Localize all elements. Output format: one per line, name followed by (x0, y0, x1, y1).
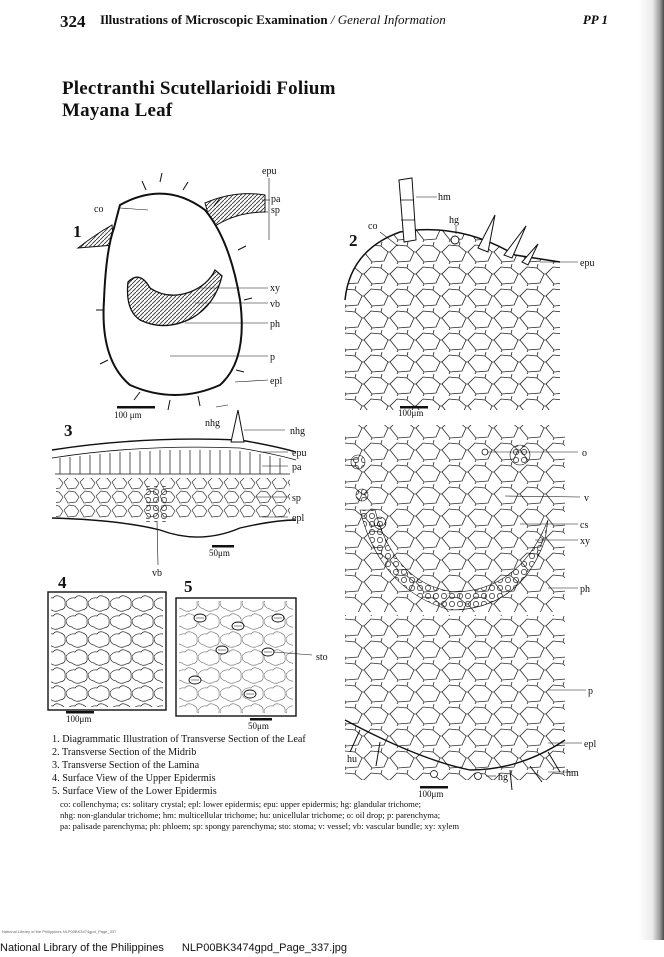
fig4-scale-label: 100μm (66, 714, 92, 724)
fig1-label-vb: vb (270, 299, 280, 310)
fig2-number: 2 (349, 231, 358, 250)
file-name: NLP00BK3474gpd_Page_337.jpg (181, 942, 348, 954)
right-scale-label: 100μm (418, 789, 444, 799)
fig3-label-pa: pa (292, 462, 302, 473)
fig1-label-ph: ph (270, 319, 280, 330)
fig1-label-epu: epu (262, 166, 277, 177)
scan-footer (0, 942, 347, 954)
fig3-label-vb: vb (152, 568, 162, 579)
fig3-number: 3 (64, 421, 73, 440)
non-glandular-trichome (231, 410, 244, 442)
fig2-label-co: co (368, 221, 378, 232)
fig2-label-hm: hm (438, 192, 451, 203)
midrib-outline (104, 194, 242, 395)
fig1-label-sp: sp (271, 205, 280, 216)
right-label-cs: cs (580, 520, 589, 531)
legend-line-1: co: collenchyma; cs: solitary crystal; epl: lower epidermis; epu: upper epidermis; hg: glandular trichome; (60, 799, 422, 809)
right-label-o: o (582, 448, 587, 459)
latin-title: Plectranthi Scutellarioidi Folium (62, 78, 336, 99)
right-label-hu: hu (347, 754, 357, 765)
fig2-label-epu: epu (580, 258, 595, 269)
caption-3: 3. Transverse Section of the Lamina (52, 760, 200, 771)
fig3-vascular-bundle (146, 486, 168, 522)
caption-1: 1. Diagrammatic Illustration of Transverse Section of the Leaf (52, 734, 306, 745)
figure-4-upper-epidermis (48, 573, 166, 724)
figure-2-midrib-section (340, 178, 594, 418)
palisade-cells (55, 450, 290, 474)
right-label-p: p (588, 686, 593, 697)
caption-2: 2. Transverse Section of the Midrib (52, 747, 197, 758)
right-label-xy: xy (580, 536, 590, 547)
fig1-label-co: co (94, 204, 104, 215)
header-title-text: Illustrations of Microscopic Examination (100, 12, 328, 27)
fig5-number: 5 (184, 577, 193, 596)
fig1-label-epl: epl (270, 376, 283, 387)
fig3-label-sp: sp (292, 493, 301, 504)
fig1-number: 1 (73, 222, 82, 241)
figure-5-lower-epidermis (176, 577, 328, 731)
fig3-scale-label: 50μm (209, 548, 230, 558)
figure-captions (52, 733, 306, 798)
fig5-label-sto: sto (316, 652, 328, 663)
fig5-scale-label: 50μm (248, 721, 269, 731)
fig1-scale-bar (117, 406, 155, 409)
fig1-label-p: p (270, 352, 275, 363)
caption-4: 4. Surface View of the Upper Epidermis (52, 773, 216, 784)
fig3-label-nhg: nhg (290, 426, 305, 437)
fig1-label-xy: xy (270, 283, 280, 294)
fig1-label-pa: pa (271, 194, 281, 205)
abbreviation-legend (60, 799, 580, 832)
fig3-label-epu: epu (292, 448, 307, 459)
tiny-scan-stamp: National Library of the Philippines NLP00BK3474gpd_Page_337 (2, 929, 117, 934)
library-name: National Library of the Philippines (0, 942, 164, 954)
common-title: Mayana Leaf (62, 100, 173, 121)
fig2-label-hg: hg (449, 215, 459, 226)
legend-line-2: nhg: non-glandular trichome; hm: multicellular trichome; hu: unicellular trichome; o: oil drop; p: parenchyma; (60, 810, 441, 820)
right-label-v: v (584, 493, 589, 504)
right-label-epl: epl (584, 739, 597, 750)
page-number: 324 (60, 12, 86, 31)
glandular-trichome (451, 236, 459, 244)
right-label-hg: hg (498, 772, 508, 783)
fig1-scale-label: 100 μm (114, 410, 142, 420)
fig1-label-nhg: nhg (205, 418, 220, 429)
fig4-number: 4 (58, 573, 67, 592)
right-label-hm: hm (566, 768, 579, 779)
caption-5: 5. Surface View of the Lower Epidermis (52, 786, 217, 797)
spongy-cells (56, 478, 290, 518)
fig2-scale-label: 100μm (398, 408, 424, 418)
legend-line-3: pa: palisade parenchyma; ph: phloem; sp: spongy parenchyma; sto: stoma; v: vessel; vb: vascular bundle; xy: xylem (60, 821, 460, 831)
figure-3-lamina-section (52, 410, 306, 579)
fig3-label-epl: epl (292, 513, 305, 524)
section-code: PP 1 (582, 12, 608, 27)
figure-1-diagram (73, 166, 282, 429)
header-subtitle: / General Information (330, 12, 446, 27)
right-midrib-detail (342, 425, 596, 799)
right-label-ph: ph (580, 584, 590, 595)
